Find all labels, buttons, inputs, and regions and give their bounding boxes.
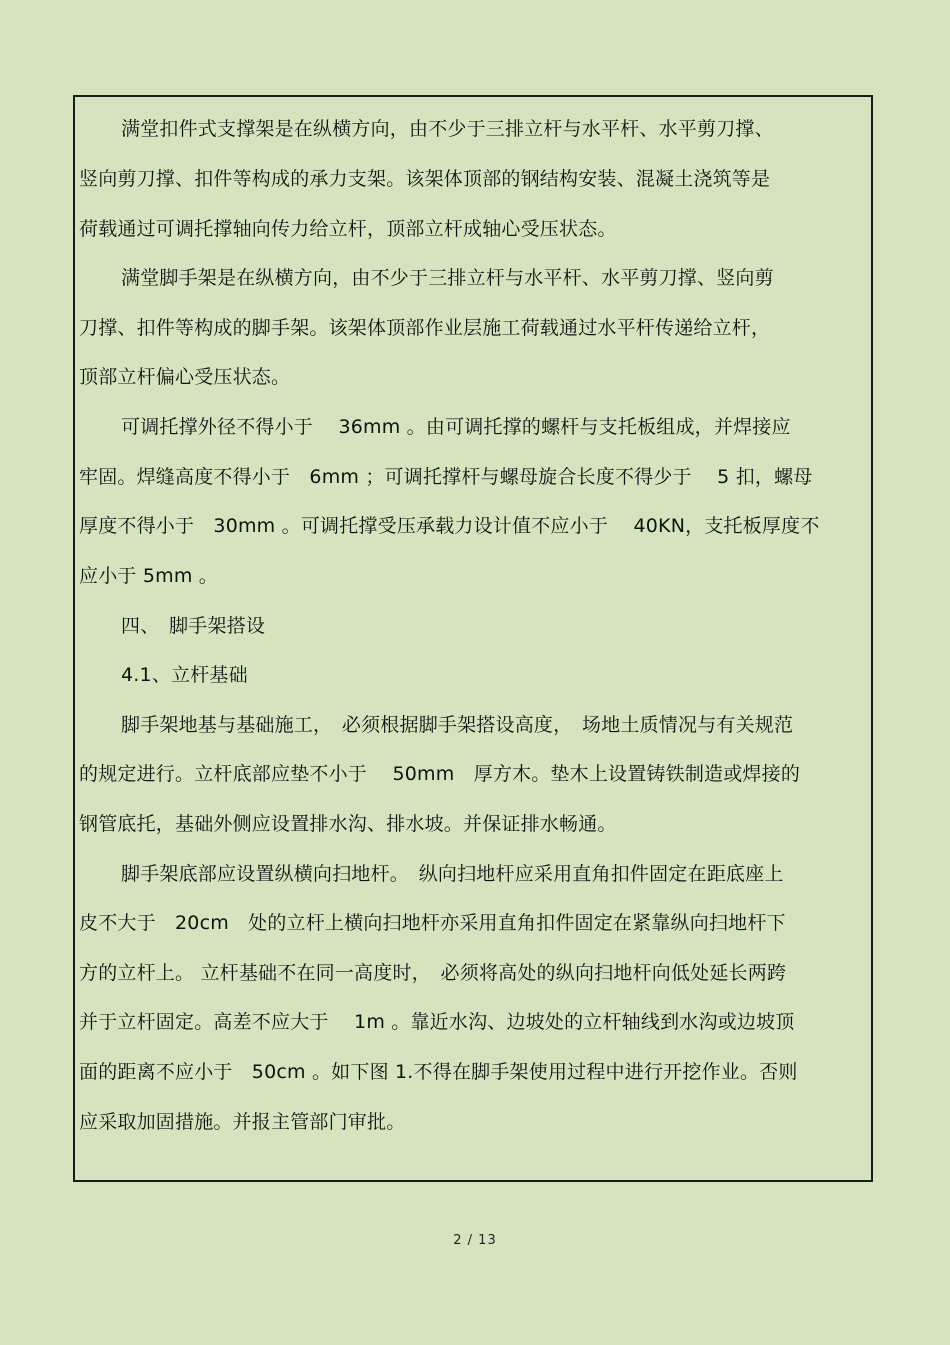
paragraph-line: 可调托撑外径不得小于 36mm 。由可调托撑的螺杆与支托板组成，并焊接应 [121, 416, 791, 438]
paragraph-line: 脚手架底部应设置纵横向扫地杆。 纵向扫地杆应采用直角扣件固定在距底座上 [121, 863, 784, 885]
subsection-heading: 4.1、立杆基础 [121, 664, 248, 686]
paragraph-line: 并于立杆固定。高差不应大于 1m 。靠近水沟、边坡处的立杆轴线到水沟或边坡顶 [79, 1011, 795, 1033]
paragraph-line: 钢管底托，基础外侧应设置排水沟、排水坡。并保证排水畅通。 [79, 813, 617, 835]
paragraph-line: 方的立杆上。 立杆基础不在同一高度时， 必须将高处的纵向扫地杆向低处延长两跨 [79, 962, 787, 984]
page-frame [73, 95, 873, 1182]
paragraph-line: 应小于 5mm 。 [79, 565, 218, 587]
section-heading: 四、 脚手架搭设 [121, 615, 266, 637]
paragraph-line: 刀撑、扣件等构成的脚手架。该架体顶部作业层施工荷载通过水平杆传递给立杆， [79, 317, 771, 339]
paragraph-line: 满堂扣件式支撑架是在纵横方向，由不少于三排立杆与水平杆、水平剪刀撑、 [121, 118, 774, 140]
paragraph-line: 荷载通过可调托撑轴向传力给立杆，顶部立杆成轴心受压状态。 [79, 218, 617, 240]
paragraph-line: 的规定进行。立杆底部应垫不小于 50mm 厚方木。垫木上设置铸铁制造或焊接的 [79, 763, 801, 785]
paragraph-line: 皮不大于 20cm 处的立杆上横向扫地杆亦采用直角扣件固定在紧靠纵向扫地杆下 [79, 912, 786, 934]
paragraph-line: 满堂脚手架是在纵横方向，由不少于三排立杆与水平杆、水平剪刀撑、竖向剪 [121, 267, 774, 289]
page-number: 2 / 13 [453, 1233, 497, 1248]
paragraph-line: 脚手架地基与基础施工， 必须根据脚手架搭设高度， 场地土质情况与有关规范 [121, 714, 794, 736]
paragraph-line: 竖向剪刀撑、扣件等构成的承力支架。该架体顶部的钢结构安装、混凝土浇筑等是 [79, 168, 771, 190]
paragraph-line: 牢固。焊缝高度不得小于 6mm ；可调托撑杆与螺母旋合长度不得少于 5 扣，螺母 [79, 466, 813, 488]
paragraph-line: 应采取加固措施。并报主管部门审批。 [79, 1111, 406, 1133]
paragraph-line: 厚度不得小于 30mm 。可调托撑受压承载力设计值不应小于 40KN，支托板厚度不 [79, 515, 820, 537]
paragraph-line: 面的距离不应小于 50cm 。如下图 1.不得在脚手架使用过程中进行开挖作业。否则 [79, 1061, 798, 1083]
paragraph-line: 顶部立杆偏心受压状态。 [79, 366, 291, 388]
